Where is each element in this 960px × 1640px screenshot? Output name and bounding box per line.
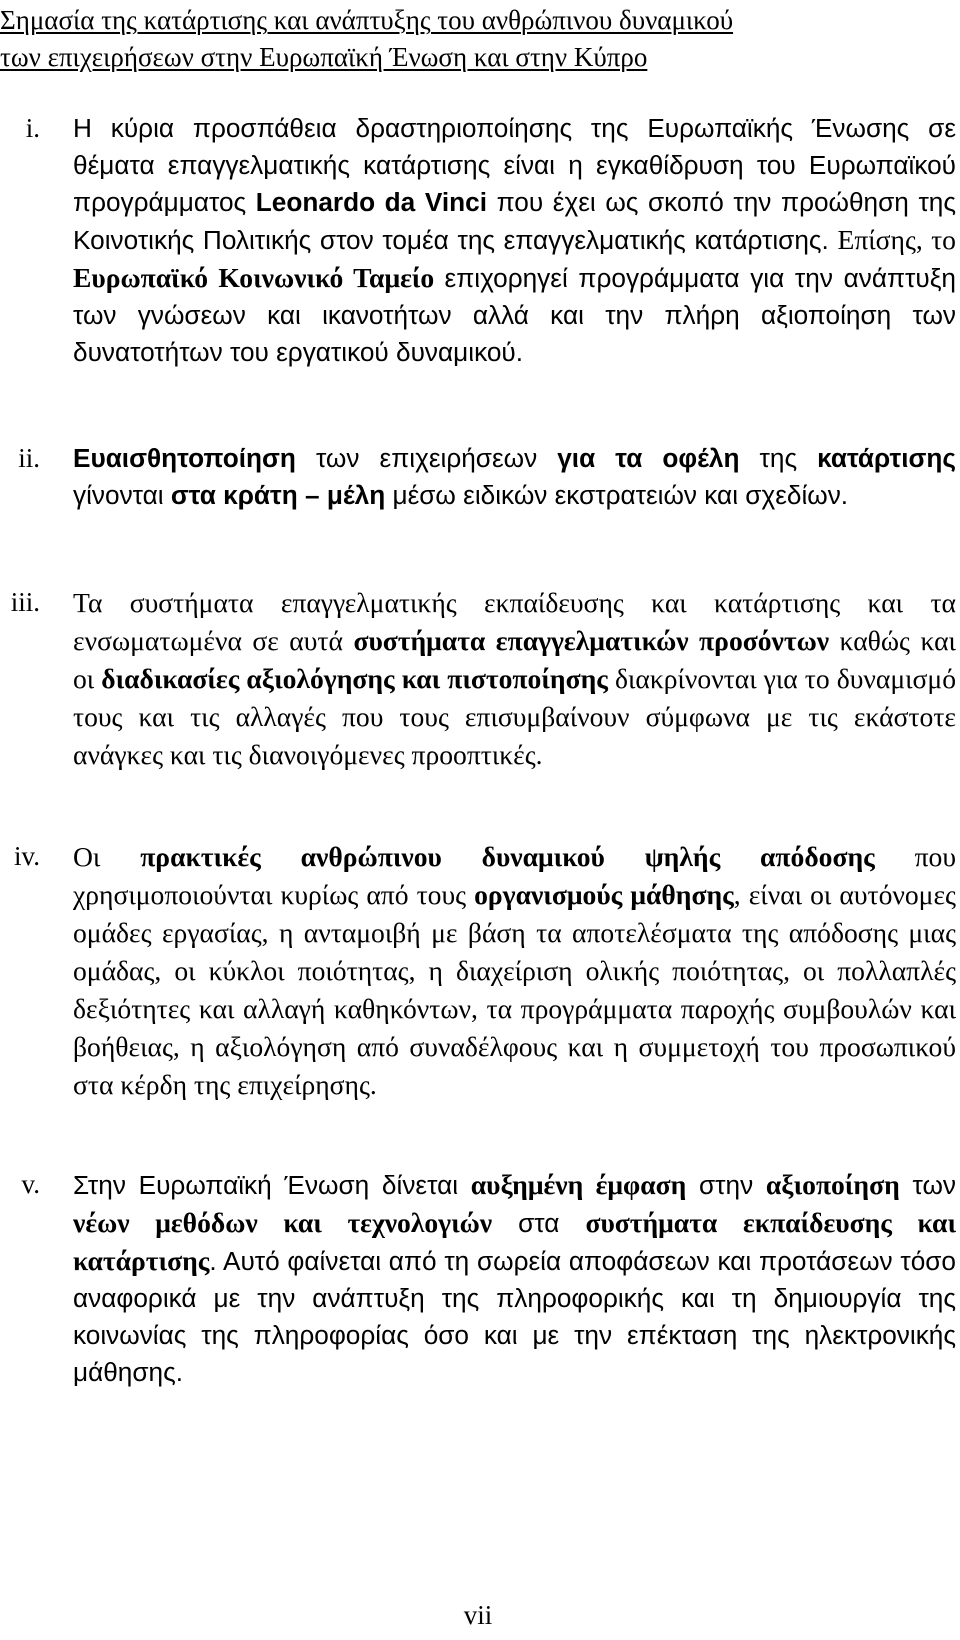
text-segment: γίνονται [73,480,171,510]
bold-term: Leonardo da Vinci [255,187,487,217]
item-numeral: ii. [18,443,40,473]
bold-term: κατάρτισης [817,443,956,473]
item-numeral: iii. [10,587,40,617]
bold-term: πρακτικές ανθρώπινου δυναμικού ψηλής απόδοσης [140,841,875,872]
bold-term: για τα οφέλη [557,443,740,473]
text-segment: της [739,443,818,473]
bold-term: αξιοποίηση [765,1169,900,1200]
text-segment [434,262,444,293]
page-title [0,2,950,76]
text-segment: Τα συστήματα επαγγελματικής εκπαίδευσης και κατάρτισης και τα ενσωματωμένα σε αυτά [73,587,956,656]
bold-term: διαδικασίες αξιολόγησης και πιστοποίησης [101,663,608,694]
item-numeral: v. [21,1169,40,1199]
bold-term: αυξημένη έμφαση [470,1169,687,1200]
text-segment: . Αυτό φαίνεται από τη σωρεία αποφάσεων και προτάσεων τόσο αναφορικά με την ανάπτυξη της πληροφορικής και τη δημιουργία της κοινωνίας της πληροφορίας όσο και με την επέκταση της ηλεκτρονικής μάθησης. [73,1246,956,1387]
page-number [0,1597,960,1634]
bold-term: συστήματα εκπαίδευσης και κατάρτισης [73,1207,957,1276]
text-segment: καθώς και οι [73,625,956,694]
bold-term: νέων μεθόδων και τεχνολογιών [73,1207,493,1238]
text-segment: Στην Ευρωπαϊκή Ένωση δίνεται [73,1170,471,1200]
bold-term: Ευαισθητοποίηση [73,443,296,473]
title-line-2: των επιχειρήσεων στην Ευρωπαϊκή Ένωση και στην Κύπρο [0,42,648,72]
bold-term: οργανισμούς μάθησης [474,879,734,910]
bold-term: Ευρωπαϊκό Κοινωνικό Ταμείο [73,262,435,293]
text-segment: Η κύρια προσπάθεια δραστηριοποίησης της Ευρωπαϊκής Ένωσης σε θέματα επαγγελματικής κατάρτισης είναι η εγκαθίδρυση του Ευρωπαϊκού προγράμματος [73,113,956,217]
title-line-1: Σημασία της κατάρτισης και ανάπτυξης του ανθρώπινου δυναμικού [0,5,734,35]
item-body [73,584,956,774]
text-segment: των επιχειρήσεων [295,443,558,473]
text-segment: , είναι οι αυτόνομες ομάδες εργασίας, η ανταμοιβή με βάση τα αποτελέσματα της απόδοσης μιας ομάδας, οι κύκλοι ποιότητας, η διαχείριση ολικής ποιότητας, οι πολλαπλές δεξιότητες και αλλαγή καθηκόντων, τα προγράμματα παροχής συμβουλών και βοήθειας, η αξιολόγηση από συναδέλφους και η συμμετοχή του προσωπικού στα κέρδη της επιχείρησης. [73,879,956,1100]
text-segment: των [899,1170,956,1200]
item-body [73,838,956,1104]
page-number-text: vii [463,1600,493,1630]
item-body [73,110,956,371]
text-segment: στην [686,1170,766,1200]
text-segment: που έχει ως σκοπό την προώθηση της Κοινοτικής Πολιτικής στον τομέα της επαγγελματικής κατάρτισης. [73,187,956,255]
item-body [73,440,956,514]
item-numeral: iv. [14,841,40,871]
text-segment: Επίσης, το [837,224,956,255]
bold-term: στα κράτη – μέλη [170,480,386,510]
item-numeral: i. [25,113,40,143]
text-segment: μέσω ειδικών εκστρατειών και σχεδίων. [385,480,849,510]
text-segment: Οι [73,841,141,872]
text-segment: που χρησιμοποιούνται κυρίως από τους [73,841,957,910]
item-body [73,1166,956,1391]
text-segment: επιχορηγεί προγράμματα για την ανάπτυξη των γνώσεων και ικανοτήτων αλλά και την πλήρη αξιοποίηση των δυνατοτήτων του εργατικού δυναμικού. [73,263,957,367]
bold-term: συστήματα επαγγελματικών προσόντων [353,625,830,656]
text-segment: διακρίνονται για το δυναμισμό τους και τις αλλαγές που τους επισυμβαίνουν σύμφωνα με τις εκάστοτε ανάγκες και τις διανοιγόμενες προοπτικές. [73,663,956,770]
text-segment: στα [492,1208,586,1238]
